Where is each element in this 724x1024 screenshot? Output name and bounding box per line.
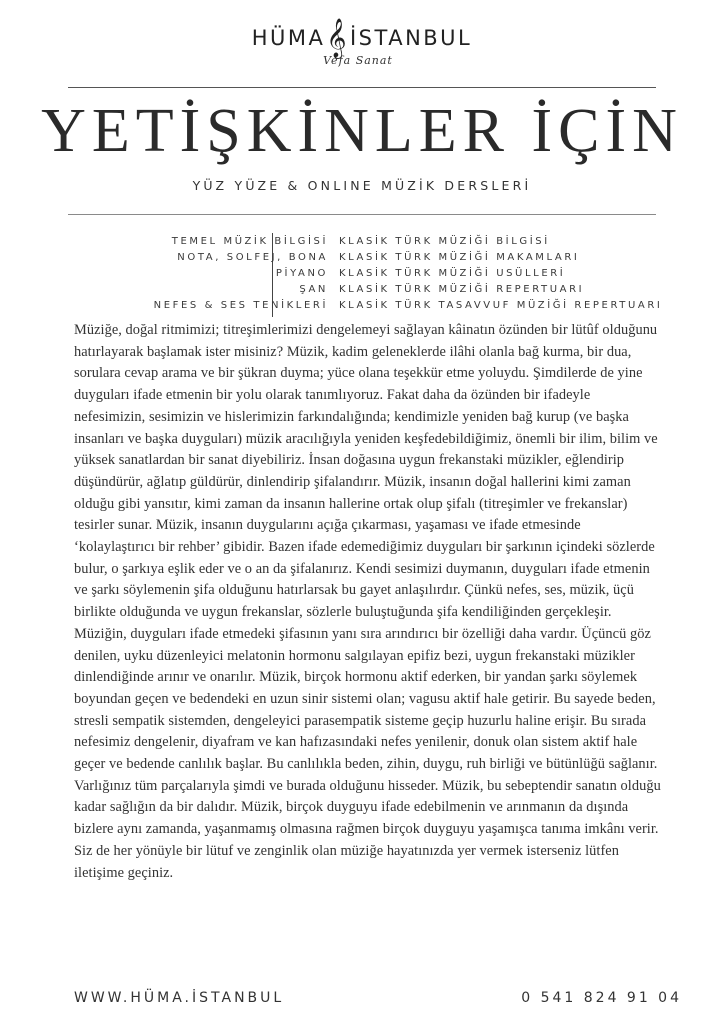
brand-logo — [0, 6, 724, 76]
brand-name-left: HÜMA — [251, 26, 326, 50]
brand-name — [0, 18, 724, 58]
course-item: NOTA, SOLFEJ, BONA — [177, 252, 328, 263]
course-item: KLASİK TÜRK MÜZİĞİ MAKAMLARI — [339, 252, 580, 263]
page-title: YETİŞKİNLER İÇİN — [41, 97, 683, 165]
course-item: ŞAN — [299, 284, 328, 295]
website-link[interactable]: WWW.HÜMA.İSTANBUL — [74, 990, 285, 1006]
treble-clef-icon: 𝄞 — [326, 18, 349, 58]
page-subtitle: YÜZ YÜZE & ONLINE MÜZİK DERSLERİ — [192, 178, 532, 193]
course-item: NEFES & SES TENİKLERİ — [153, 300, 328, 311]
course-item: KLASİK TÜRK MÜZİĞİ USÜLLERİ — [339, 268, 566, 279]
brand-name-right: İSTANBUL — [349, 26, 473, 50]
course-item: KLASİK TÜRK TASAVVUF MÜZİĞİ REPERTUARI — [339, 300, 663, 311]
middle-divider — [68, 214, 656, 215]
course-item: KLASİK TÜRK MÜZİĞİ BİLGİSİ — [339, 236, 550, 247]
brand-tagline: Vefa Sanat — [323, 54, 393, 67]
body-text — [74, 320, 664, 884]
course-item: PİYANO — [275, 268, 328, 279]
top-divider — [68, 87, 656, 88]
course-column-right — [339, 234, 662, 314]
body-paragraph-closing: Siz de her yönüyle bir lütuf ve zenginlik olan müziğe hayatınızda yer vermek isterseniz lütfen iletişime geçiniz. — [74, 842, 619, 881]
course-item: TEMEL MÜZİK BİLGİSİ — [171, 236, 328, 247]
phone-number[interactable]: 0 541 824 91 04 — [521, 990, 682, 1006]
course-column-left — [154, 234, 328, 314]
body-paragraph: Müziğe, doğal ritmimizi; titreşimlerimizi dengelemeyi sağlayan kâinatın özünden bir lütûf olduğunu hatırlayarak başlamak ister misiniz? Müzik, kadim geleneklerde ilâhi olanla bağ kurma, bir dua, sorulara cevap arama ve bir şükran duyma; yüce olana teşekkür etme yoluydu. Şimdilerde de yine duyguları ifade etmenin bir yolu olarak tanımlıyoruz. Fakat daha da özünden bir ifadeyle nefesimizin, sesimizin ve hislerimizin farkındalığında; kendimizle yeniden bağ kurup (ve başka insanları ve başka duyguları) müzik aracılığıyla yeniden keşfedebildiğimiz, önemli bir ilim, bilim ve yüksek sanatlardan bir sanat diyebiliriz. İnsan doğasına uygun frekanstaki müzikler, eğlendirip düşündürür, ağlatıp güldürür, dinlendirip şifalandırır. Müzik, insanın doğal hallerini kimi zaman olduğu gibi yansıtır, kimi zaman da insanın hallerine ortak olup şifalı (titreşimler ve frekanslar) tesirler sunar. Müzik, insanın duygularını açığa çıkarması, yaşaması ve ifade etmesinde ‘kolaylaştırıcı bir rehber’ gibidir. Bazen ifade edemediğimiz duyguları bir şarkının içindeki sözlerde bulur, o şarkıya eşlik eder ve o an da şifalanırız. Kendi sesimizi duymanın, duyguları ifade etmenin ve şarkı söylemenin şifa olduğunu hatırlarsak bu gayet anlaşılırdır. Çünkü nefes, ses, müzik, üçü birlikte olduğunda ve uygun frekanslar, sözlerle buluştuğunda şifa kendiliğinden gerçekleşir. Müziğin, duyguları ifade etmedeki şifasının yanı sıra arındırıcı bir özelliği daha vardır. Üçüncü göz denilen, uyku düzenleyici melatonin hormonu salgılayan epifiz bezi, uygun frekanstaki müzikler dinlendiğinde arınır ve onarılır. Müzik, birçok hormonu aktif ederken, bir yandan şarkı söylemek boyundan geçen ve bedendeki en uzun sinir sistemi olan; vagusu aktif hale getirir. Bu sayede beden, stresli sempatik sistemden, dengeleyici parasempatik sisteme geçip huzurlu haline erişir. Bu sırada nefesimiz dengelenir, diyafram ve kan hafızasındaki nefes yenilenir, donuk olan sistem aktif hale geçer ve bedende canlılık başlar. Bu canlılıkla beden, zihin, duygu, ruh birliği ve bütünlüğü sağlanır. Varlığınız tüm parçalarıyla şimdi ve burada olduğunu hisseder. Müzik, bu sebeptendir sanatın olduğu kadar sağlığın da bir dalıdır. Müzik, birçok duyguyu ifade edebilmenin ve arınmanın da dışında bizlere aynı zamanda, yaşanmamış olmasına rağmen birçok duyguyu yaşamışca tanıma imkânı verir. — [74, 322, 661, 838]
course-item: KLASİK TÜRK MÜZİĞİ REPERTUARI — [339, 284, 585, 295]
